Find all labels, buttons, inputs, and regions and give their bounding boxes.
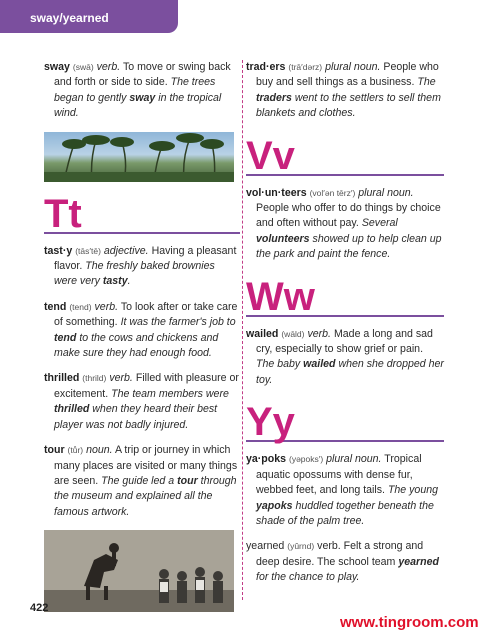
definition: To move or swing back and forth or side to side. <box>54 61 231 89</box>
right-column <box>246 60 444 596</box>
part-of-speech: verb. <box>96 61 121 73</box>
entry-yapoks: ya·poks (yəpoks′) plural noun. Tropical aquatic opossums with dense fur, webbed feet, and long tails. The young yapoks huddled together beneath the shade of the palm tree. <box>246 453 438 527</box>
entry-thrilled: thrilled (thrild) verb. Filled with pleasure or excitement. The team members were thrilled when they heard their best player was not badly injured. <box>44 372 239 431</box>
letter-heading-v: Vv <box>246 132 444 176</box>
header-tab <box>0 0 178 33</box>
page-number: 422 <box>30 602 49 614</box>
entry-traders: trad·ers (trā′dərz) plural noun. People who buy and sell things as a business. The traders went to the settlers to sell them blankets and clothes. <box>246 61 441 120</box>
header-title: sway/yearned <box>30 11 109 25</box>
letter-heading-t: Tt <box>44 190 240 234</box>
entry-tend: tend (tend) verb. To look after or take care of something. It was the farmer's job to tend to the cows and chickens and make sure they had enough food. <box>44 300 238 360</box>
entry-sway <box>44 60 240 122</box>
entry-tasty: tast·y (tās′tē) adjective. Having a pleasant flavor. The freshly baked brownies were very tasty. <box>44 244 237 288</box>
pronunciation: (swā) <box>72 62 94 72</box>
letter-heading-w: Ww <box>246 273 444 317</box>
example: The trees began to gently sway in the tropical wind. <box>54 76 222 120</box>
palm-trees-photo <box>44 132 234 182</box>
headword: sway <box>44 61 70 73</box>
watermark-url[interactable]: www.tingroom.com <box>340 614 479 631</box>
entry-yearned: yearned (yûrnd) verb. Felt a strong and deep desire. The school team yearned for the chance to play. <box>246 540 439 584</box>
letter-heading-y: Yy <box>246 398 444 442</box>
left-column <box>44 60 240 612</box>
entry-tour: tour (tůr) noun. A trip or journey in which many places are visited or many things are seen. The guide led a tour through the museum and explained all the famous artwork. <box>44 444 238 518</box>
column-divider <box>242 60 243 600</box>
entry-wailed: wailed (wāld) verb. Made a long and sad cry, especially to show grief or pain. The baby wailed when she dropped her toy. <box>246 327 444 386</box>
museum-tour-photo <box>44 530 234 612</box>
entry-volunteers: vol·un·teers (vol′ən tērz′) plural noun. People who offer to do things by choice and often without pay. Several volunteers showed up to help clean up the park and paint the fence. <box>246 186 442 261</box>
